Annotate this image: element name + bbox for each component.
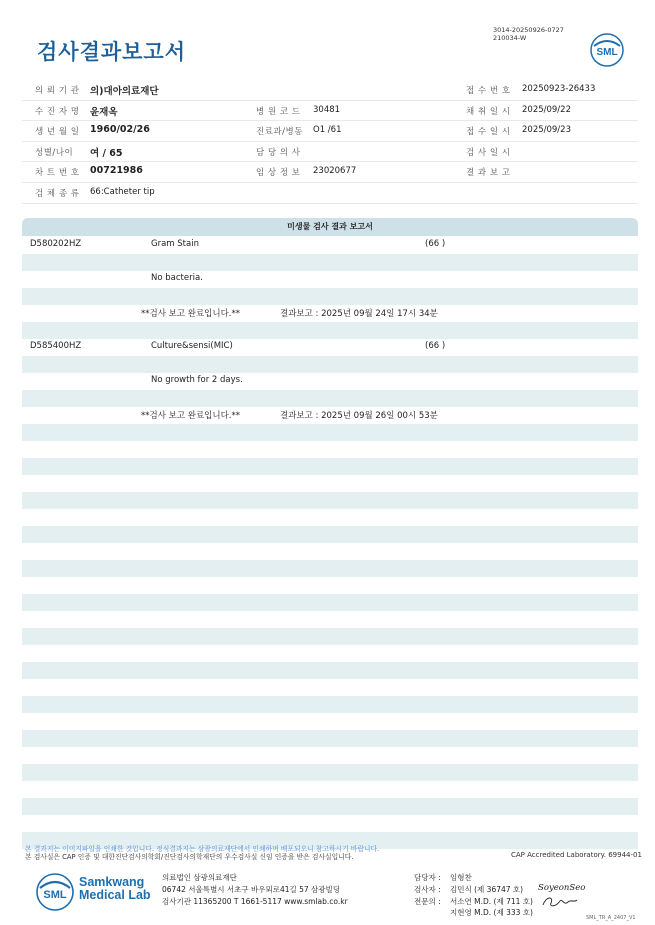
page-title: 검사결과보고서	[37, 40, 187, 64]
info-label: 검 사 일 시	[466, 147, 511, 158]
brand-name	[79, 876, 151, 902]
table-stripe	[22, 798, 638, 815]
test-status: **검사 보고 완료입니다.**	[141, 309, 241, 319]
table-stripe	[22, 560, 638, 577]
tester-name: 김민식 (제 36747 호)	[450, 885, 524, 894]
info-label: 검 체 종 류	[35, 188, 80, 199]
test-name: Gram Stain	[151, 239, 199, 249]
info-label: 생 년 월 일	[35, 127, 80, 138]
sml-logo-text: SML	[596, 47, 618, 58]
table-stripe	[22, 322, 638, 339]
brand-line1: Samkwang	[79, 875, 145, 889]
specialist-label: 전문의 :	[414, 897, 441, 906]
table-stripe	[22, 356, 638, 373]
info-label: 의 뢰 기 관	[35, 86, 80, 96]
certification-note: 본 검사실은 CAP 인증 및 대한진단검사의학회/진단검사의학재단의 우수검사실 신임 인증을 받은 검사실입니다.	[25, 853, 354, 861]
info-value: O1 /61	[313, 125, 342, 136]
info-row	[22, 101, 638, 122]
org-contact: 검사기관 11365200 T 1661-5117 www.smlab.co.kr	[162, 897, 348, 906]
table-stripe	[22, 526, 638, 543]
info-label: 담 당 의 사	[256, 147, 301, 158]
table-stripe	[22, 254, 638, 271]
test-result: No bacteria.	[151, 273, 203, 283]
info-label: 채 취 일 시	[466, 106, 511, 117]
test-result: No growth for 2 days.	[151, 375, 243, 385]
info-label: 결 과 보 고	[466, 168, 511, 179]
test-code: D585400HZ	[30, 341, 82, 351]
info-label: 접 수 일 시	[466, 127, 511, 138]
table-stripe	[22, 662, 638, 679]
specialist-2: 지현영 M.D. (제 333 호)	[450, 908, 533, 917]
info-row	[22, 162, 638, 183]
table-stripe	[22, 594, 638, 611]
test-name: Culture&sensi(MIC)	[151, 341, 233, 351]
table-stripe	[22, 424, 638, 441]
info-value: 20250923-26433	[522, 84, 596, 94]
table-stripe	[22, 764, 638, 781]
patient-info-table	[22, 80, 638, 204]
table-stripe	[22, 628, 638, 645]
samkwang-logo-text: SML	[43, 889, 67, 901]
info-value: 의)대아의료재단	[90, 86, 159, 97]
info-value: 2025/09/22	[522, 104, 571, 115]
test-specimen: (66 )	[425, 341, 446, 351]
table-stripe	[22, 492, 638, 509]
info-value: 2025/09/23	[522, 125, 571, 136]
disclaimer-text: 본 결과지는 이미지파일을 인쇄한 것입니다. 정식결과지는 삼광의료재단에서 인쇄하며 배포되오니 참고하시기 바랍니다.	[25, 845, 380, 853]
table-stripe	[22, 390, 638, 407]
table-stripe	[22, 696, 638, 713]
info-row	[22, 183, 638, 204]
info-label: 수 진 자 명	[35, 106, 80, 117]
test-report-time: 결과보고 : 2025년 09월 26일 00시 53분	[280, 411, 438, 421]
specialist-1: 서소연 M.D. (제 711 호)	[450, 897, 533, 906]
table-stripe	[22, 288, 638, 305]
brand-line2: Medical Lab	[79, 888, 151, 902]
test-code: D580202HZ	[30, 239, 82, 249]
info-value: 1960/02/26	[90, 124, 150, 136]
org-name: 의료법인 삼광의료재단	[162, 873, 237, 882]
test-status: **검사 보고 완료입니다.**	[141, 411, 241, 421]
manager-name: 임형찬	[450, 873, 472, 882]
info-label: 차 트 번 호	[35, 168, 80, 179]
cap-accreditation: CAP Accredited Laboratory. 69944-01	[511, 851, 642, 859]
info-value: 30481	[313, 104, 341, 115]
info-label: 임 상 정 보	[256, 168, 301, 179]
test-specimen: (66 )	[425, 239, 446, 249]
info-row	[22, 142, 638, 163]
info-value: 윤재옥	[90, 106, 118, 118]
form-code: SML_TR_A_2407_V1	[586, 915, 636, 921]
info-value: 66:Catheter tip	[90, 186, 155, 197]
test-report-time: 결과보고 : 2025년 09월 24일 17시 34분	[280, 309, 438, 319]
signature-2	[540, 894, 580, 910]
samkwang-logo-icon	[36, 873, 74, 911]
info-value: 23020677	[313, 166, 357, 177]
table-stripe	[22, 458, 638, 475]
manager-label: 담당자 :	[414, 873, 441, 882]
document-code	[493, 27, 564, 42]
document-code-line1: 3014-20250926-0727	[493, 26, 564, 34]
org-address: 06742 서울특별시 서초구 바우뫼로41길 57 삼광빌딩	[162, 885, 341, 894]
section-title: 미생물 검사 결과 보고서	[22, 218, 638, 236]
info-label: 성별/나이	[35, 147, 74, 158]
table-stripe	[22, 730, 638, 747]
sml-logo-icon	[590, 33, 624, 67]
info-row	[22, 80, 638, 101]
info-row	[22, 121, 638, 142]
info-label: 병 원 코 드	[256, 106, 301, 117]
info-value: 00721986	[90, 165, 143, 177]
signature-1-text: SoyeonSeo	[538, 883, 586, 893]
info-value: 여 / 65	[90, 147, 123, 159]
document-code-line2: 210034-W	[493, 33, 527, 42]
signature-1	[536, 880, 592, 894]
tester-label: 검사자 :	[414, 885, 441, 894]
info-label: 진료과/병동	[256, 127, 303, 138]
info-label: 접 수 번 호	[466, 86, 511, 96]
